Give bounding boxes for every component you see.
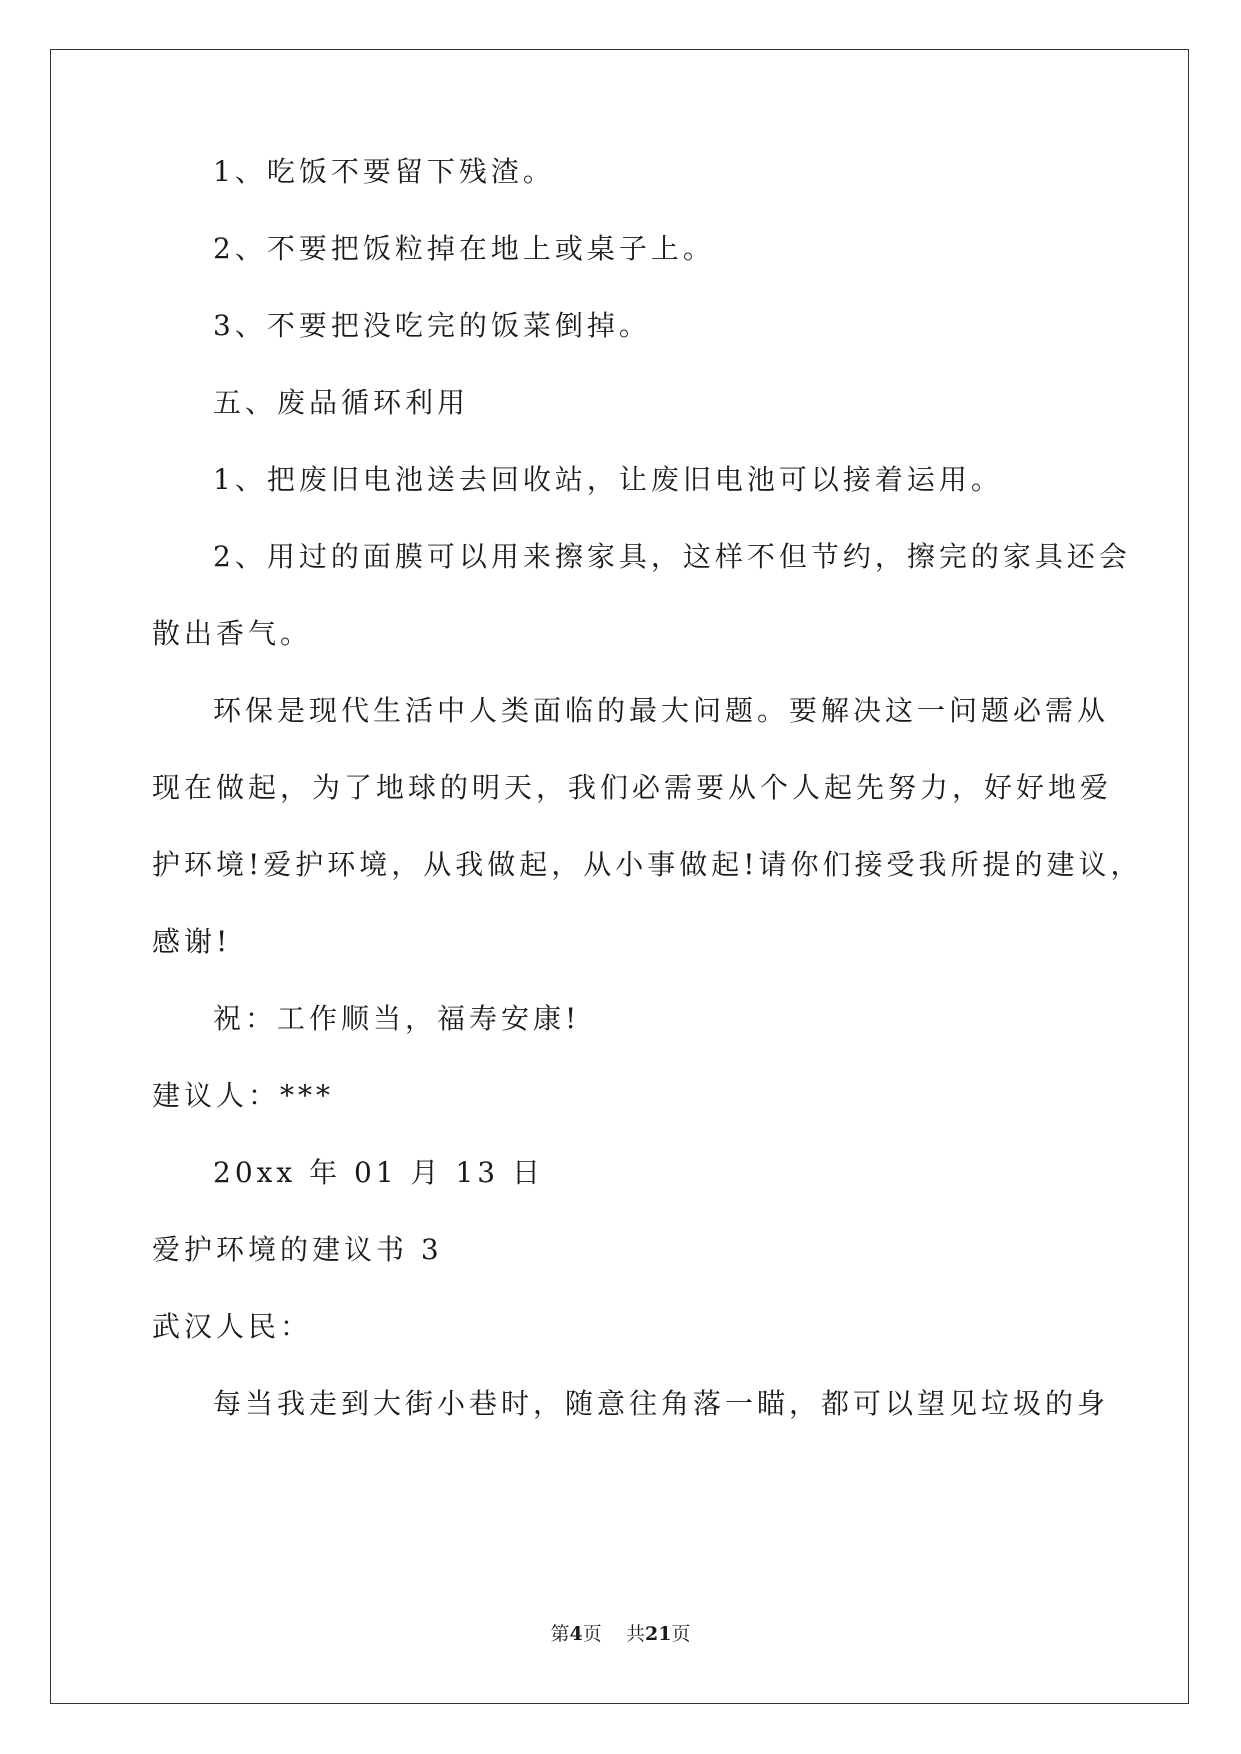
total-prefix: 共 bbox=[625, 1623, 645, 1645]
date-line: 20xx 年 01 月 13 日 bbox=[213, 1156, 544, 1189]
page-footer bbox=[0, 1622, 1241, 1646]
document-title: 爱护环境的建议书 3 bbox=[152, 1233, 443, 1266]
paragraph-line: 环保是现代生活中人类面临的最大问题。要解决这一问题必需从 bbox=[213, 694, 1110, 727]
list-item: 1、把废旧电池送去回收站，让废旧电池可以接着运用。 bbox=[213, 463, 1003, 496]
total-suffix: 页 bbox=[671, 1623, 691, 1645]
list-item: 1、吃饭不要留下残渣。 bbox=[213, 155, 555, 188]
paragraph-line: 每当我走到大街小巷时，随意往角落一瞄，都可以望见垃圾的身 bbox=[213, 1387, 1110, 1420]
section-heading: 五、废品循环利用 bbox=[213, 386, 470, 419]
page-number: 4 bbox=[569, 1623, 583, 1645]
signature-line: 建议人：*** bbox=[152, 1079, 335, 1112]
closing-greeting: 祝：工作顺当，福寿安康! bbox=[213, 1002, 581, 1035]
list-item: 2、用过的面膜可以用来擦家具，这样不但节约，擦完的家具还会 bbox=[213, 540, 1131, 573]
paragraph-line: 护环境!爱护环境，从我做起，从小事做起!请你们接受我所提的建议， bbox=[152, 848, 1143, 881]
page-prefix: 第 bbox=[550, 1623, 570, 1645]
list-item: 2、不要把饭粒掉在地上或桌子上。 bbox=[213, 232, 715, 265]
paragraph-line: 散出香气。 bbox=[152, 617, 313, 650]
paragraph-line: 现在做起，为了地球的明天，我们必需要从个人起先努力，好好地爱 bbox=[152, 771, 1113, 804]
paragraph-line: 感谢! bbox=[152, 925, 232, 958]
salutation: 武汉人民： bbox=[152, 1310, 313, 1343]
total-pages: 21 bbox=[644, 1623, 672, 1645]
page-suffix: 页 bbox=[582, 1623, 602, 1645]
list-item: 3、不要把没吃完的饭菜倒掉。 bbox=[213, 309, 651, 342]
